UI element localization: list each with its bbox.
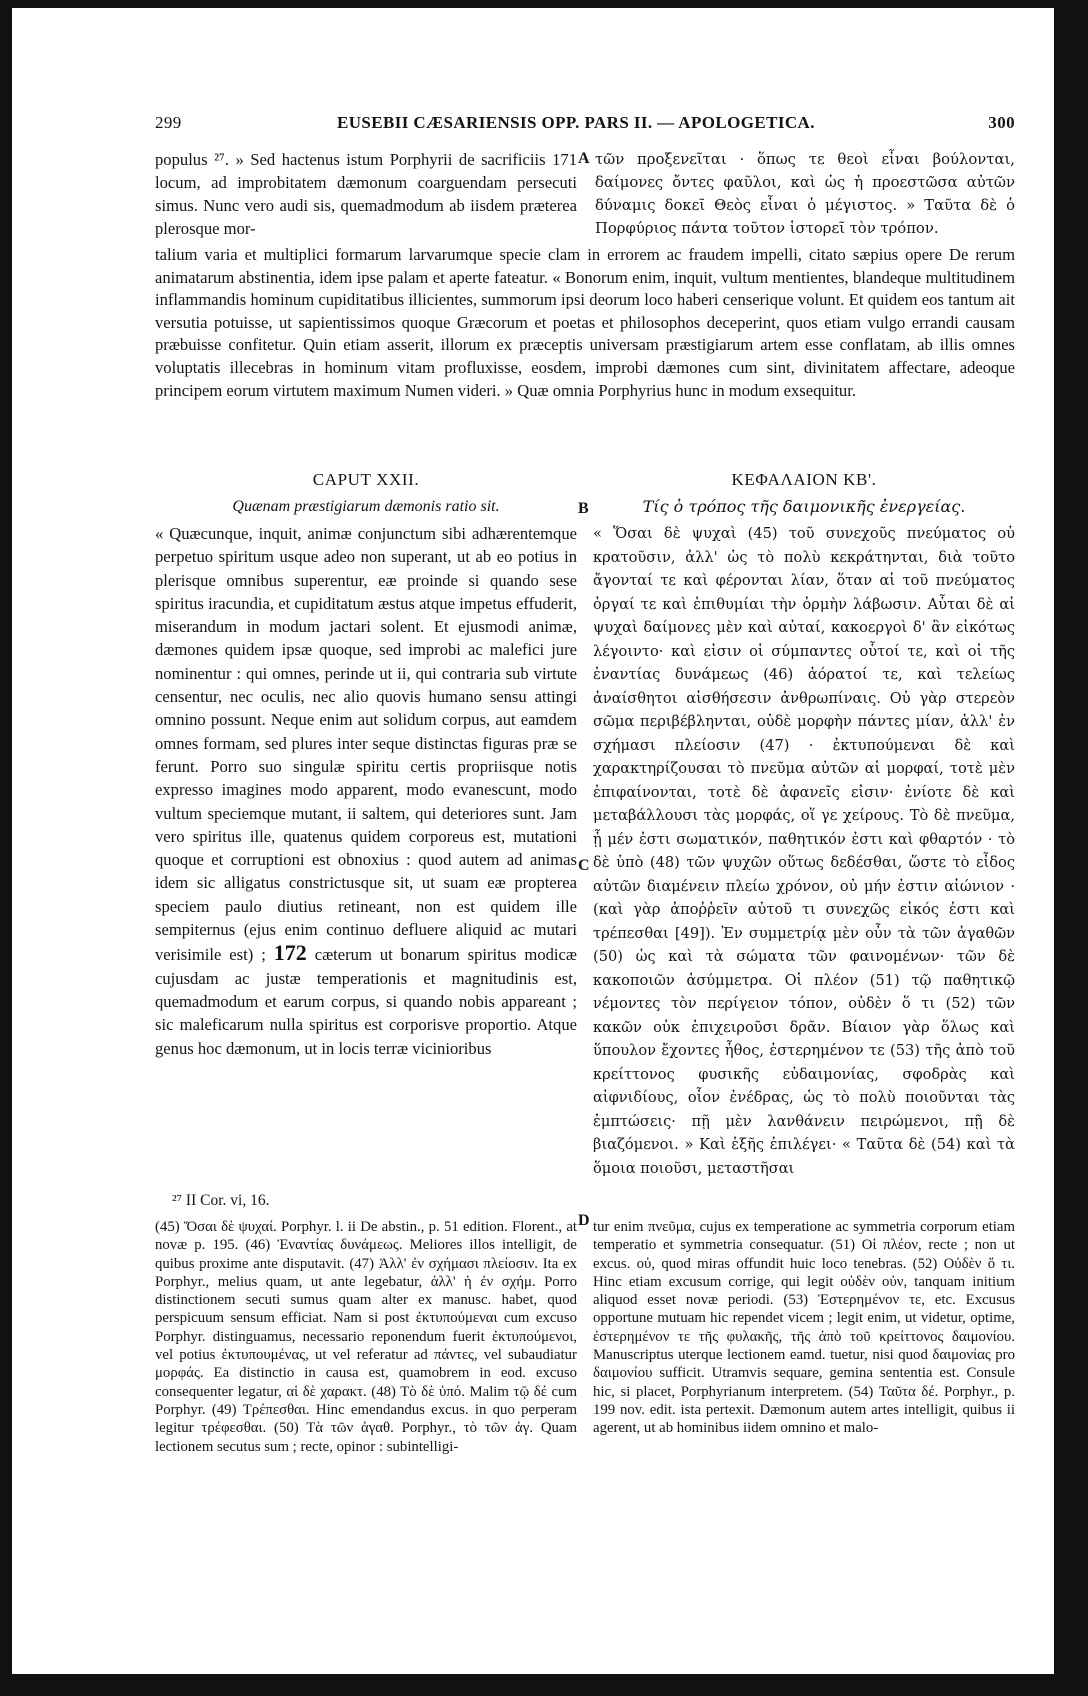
notes-left xyxy=(155,1218,577,1456)
footnote-27: ²⁷ II Cor. vi, 16. xyxy=(172,1192,270,1209)
top-left-latin xyxy=(155,148,577,240)
left-chapter-title: CAPUT XXII. xyxy=(312,470,420,489)
margin-letter-a: A xyxy=(578,150,590,167)
left-body-part1: « Quæcunque, inquit, animæ conjunctum sibi adhærentemque perpetuo spiritum usque adeo non superant, ut ab eo potius in plerisque omnibus superentur, eæ proinde si quando sese spiritus iracundia, et cupiditatum æstus atque impetus effuderit, miserandum in modum jactari solent. Et ejusmodi animæ, dæmones quidem ipsæ quoque, sed improbi ac malefici jure nominentur : qui omnes, perinde ut ii, qui contraria sub virtute censentur, nec oculis, nec alio quovis humano sensu attingi omnino possunt. Neque enim aut solidum corpus, aut eamdem omnes formam, sed plures inter seque distinctas figuras præ se ferunt. Porro suo singulæ spiritu certis propriisque notis expresso imagines modo apparent, modo evanescunt, modo vultum speciemque mutant, ii saltem, qui deteriores sunt. Jam vero spiritus ille, quatenus quidem corporeus est, mutationi quoque et corruptioni est obnoxius : quod autem ad animas idem sic alligatus constrictusque sit, ut suam eæ propterea speciem paulo diutius retineant, non est quidem ille sempiternus (ejus enim continuo defluere aliquid ac mutari verisimile est) ; xyxy=(155,524,577,965)
page-number-right: 300 xyxy=(988,113,1015,132)
notes-right xyxy=(593,1218,1015,1438)
top-right-paragraph: τῶν προξενεῖται · ὅπως τε θεοὶ εἶναι βούλονται, δαίμονες ὄντες φαῦλοι, καὶ ὡς ἡ προεστῶσα αὐτῶν δύναμις δοκεῖ Θεὸς εἶναι ὁ μέγιστος. » Ταῦτα δὲ ὁ Πορφύριος πάντα τοῦτον ἱστορεῖ τὸν τρόπον. xyxy=(595,151,1015,237)
top-right-greek xyxy=(595,148,1015,240)
notes-left-text: (45) Ὅσαι δὲ ψυχαί. Porphyr. l. ii De abstin., p. 51 edition. Florent., at novæ p. 195. (46) Ἐναντίας δυνάμεως. Meliores illos intelligit, de quibus proxime ante disputavit. (47) Ἀλλ' ἐν σχήμασι πλείοσιν. Ita ex Porphyr., melius quam, ut ante legebatur, ἀλλ' ἡ ἐν σχήμ. Porro distinctionem secuti sumus quam alter ex manusc. habet, quod perspicuum sensum efficiat. Nam si post ἐκτυπούμεναι cum excuso Porphyr. distinguamus, necessario reponendum fuerit ἐκτυπούμενοι, vel potius ἐκτυπουμένας, ut vel referatur ad πάντες, vel subaudiatur μορφάς. Ea distinctio in causa est, quamobrem in eod. excuso consequenter legatur, αἱ δὲ χαρακτ. (48) Τὸ δὲ ὑπό. Malim τῷ δέ cum Porphyr. (49) Τρέπεσθαι. Hinc emendandus excus. in quo perperam legitur τρέφεσθαι. (50) Τὰ τῶν ἀγαθ. Porphyr., τὸ τῶν ἀγ. Quam lectionem secutus sum ; recte, opinor : subintelligi- xyxy=(155,1219,577,1455)
page-number-left: 299 xyxy=(155,113,182,132)
left-body-part2: cæterum ut bonarum spiritus modicæ cujusdam ac justæ temperationis et magnitudinis est, quemadmodum et earum corpus, si quando nobis appareant ; sic maleficarum nulla spiritus est corporisve proportio. Atque genus hoc dæmonum, ut in locis terræ vicinioribus xyxy=(155,945,577,1058)
margin-letter-b: B xyxy=(578,500,589,517)
notes-right-text: tur enim πνεῦμα, cujus ex temperatione ac symmetria corporum etiam temperatio et symmetria consequatur. (51) Οἱ πλέον, recte ; non ut excus. οὐ, quod miras offundit huic loco tenebras. (52) Οὐδὲν ὅ τι. Hinc etiam excusum corrige, qui legit οὐδὲν οὐν, tanquam initium aliquod esset novæ periodi. (53) Ἐστερημένον τε, etc. Excusus opportune mutuam hic rependet vicem ; legit enim, ut videtur, optime, ἐστερημένον τε τῆς φυλακῆς, τῆς ἀπὸ τοῦ κρείττονος δαιμονίου. Manuscriptus uterque lectionem eamd. tuetur, nisi quod δαιμονίας pro δαιμονίου sufficit. Utramvis sequare, gemina sententia est. Consule hic, si placet, Porphyrianum interpretem. (54) Ταῦτα δέ. Porphyr., p. 199 nov. edit. ista pertexit. Dæmonum autem artes intelligit, quibus ii agerent, ut ab hominibus iidem omnino et malo- xyxy=(593,1219,1015,1437)
scan-border-top xyxy=(0,0,1088,8)
margin-letter-d: D xyxy=(578,1212,590,1229)
right-column-body xyxy=(593,522,1015,1192)
full-width-paragraph: talium varia et multiplici formarum larvarumque specie clam in errorem ac fraudem impelli, citato sæpius opere De rerum animatarum abstinentia, idem ipse palam et aperte fateatur. « Bonorum enim, inquit, vultum mentientes, blandeque multitudinem inflammandis hominum cupiditatibus illicientes, summorum ipsi deorum loco haberi censerique volunt. Et quidem eos tantum ait versutia potuisse, ut sapientissimos quoque Græcorum et poetas et philosophos deceperint, quos etiam vulgo errandi causam præbuisse confitetur. Quin etiam asserit, illorum ex præceptis universam præstigiarum artem esse conflatam, ab illis omnes voluptatis illecebras in hominum vitam profluxisse, eosdem, improbi dæmones cum sint, divinitatem affectare, adeoque principem eorum virtutem maximum Numen videri. » Quæ omnia Porphyrius hunc in modum exsequitur. xyxy=(155,245,1015,400)
full-width-latin xyxy=(155,244,1015,402)
margin-letter-c: C xyxy=(578,857,590,874)
top-left-paragraph: populus ²⁷. » Sed hactenus istum Porphyrii de sacrificiis 171 locum, ad improbitatem dæmonum coarguendam persecuti simus. Nunc vero audi sis, quemadmodum ab iisdem præterea plerosque mor- xyxy=(155,150,577,238)
right-chapter-subtitle: Τίς ὁ τρόπος τῆς δαιμονικῆς ἐνεργείας. xyxy=(642,497,966,517)
left-chapter-header xyxy=(155,468,577,519)
right-chapter-title: ΚΕΦΑΛΑΙΟΝ ΚΒ'. xyxy=(731,470,877,489)
marginal-number-172: 172 xyxy=(273,940,307,966)
running-header xyxy=(155,113,1015,137)
left-chapter-subtitle: Quænam præstigiarum dæmonis ratio sit. xyxy=(232,498,500,516)
scan-border-left xyxy=(0,0,12,1696)
scan-border-right xyxy=(1054,0,1088,1696)
right-body-paragraph: « Ὅσαι δὲ ψυχαὶ (45) τοῦ συνεχοῦς πνεύματος οὐ κρατοῦσιν, ἀλλ' ὡς τὸ πολὺ κεκράτηνται, διὰ τοῦτο ἄγονταί τε καὶ φέρονται λίαν, ὅταν αἱ τοῦ πνεύματος ὀργαί τε καὶ ἐπιθυμίαι τὴν ὁρμὴν λάβωσιν. Αὗται δὲ αἱ ψυχαὶ δαίμονες μὲν καὶ αὐταί, κακοεργοὶ δ' ἂν εἰκότως λέγοιντο· καὶ εἰσιν οἱ σύμπαντες οὗτοί τε, καὶ οἱ τῆς ἐναντίας δυνάμεως (46) ἀόρατοί τε, καὶ τελείως ἀναίσθητοι αἰσθήσεσιν ἀνθρωπίναις. Οὐ γὰρ στερεὸν σῶμα περιβέβληνται, οὐδὲ μορφὴν πάντες μίαν, ἀλλ' ἐν σχήμασι πλείοσιν (47) · ἐκτυπούμεναι δὲ καὶ χαρακτηρίζουσαι τὸ πνεῦμα αὐτῶν αἱ μορφαί, τοτὲ μὲν ἐπιφαίνονται, τοτὲ δὲ ἀφανεῖς εἰσιν· ἐνίοτε δὲ καὶ μεταβάλλουσι τὰς μορφάς, οἵ γε χείρους. Τὸ δὲ πνεῦμα, ᾗ μέν ἐστι σωματικόν, παθητικόν ἐστι καὶ φθαρτόν · τὸ δὲ ὑπὸ (48) τῶν ψυχῶν οὕτως δεδέσθαι, ὥστε τὸ εἶδος αὐτῶν διαμένειν πλείω χρόνον, οὐ μήν ἐστιν αἰώνιον · (καὶ γὰρ ἀποῤῥεῖν αὐτοῦ τι συνεχῶς εἰκός ἐστι καὶ τρέπεσθαι [49]). Ἐν συμμετρίᾳ μὲν οὖν τὰ τῶν ἀγαθῶν (50) ὡς καὶ τὰ σώματα τῶν φαινομένων· τῶν δὲ κακοποιῶν ἀσύμμετρα. Οἱ πλέον (51) τῷ παθητικῷ νέμοντες τὸν περίγειον τόπον, οὐδὲν ὅ τι (52) τῶν κακῶν οὐκ ἐπιχειροῦσι δρᾶν. Βίαιον γὰρ ὅλως καὶ ὕπουλον ἔχοντες ἦθος, ἐστερημένον τε (53) τῆς ἀπὸ τοῦ κρείττονος φυσικῆς εὐδαιμονίας, σφοδρὰς καὶ αἰφνιδίους, οἷον ἐνέδρας, ὡς τὸ πολὺ ποιοῦνται τὰς ἐμπτώσεις· πῇ μὲν λανθάνειν πειρώμενοι, πῇ δὲ βιαζόμενοι. » Καὶ ἑξῆς ἐπιλέγει· « Ταῦτα δὲ (54) καὶ τὰ ὅμοια ποιοῦσι, μεταστῆσαι xyxy=(593,525,1015,1177)
right-chapter-header xyxy=(593,468,1015,519)
left-column-body xyxy=(155,522,577,1187)
scan-border-bottom xyxy=(0,1674,1088,1696)
running-head-title: EUSEBII CÆSARIENSIS OPP. PARS II. — APOLOGETICA. xyxy=(337,113,815,132)
